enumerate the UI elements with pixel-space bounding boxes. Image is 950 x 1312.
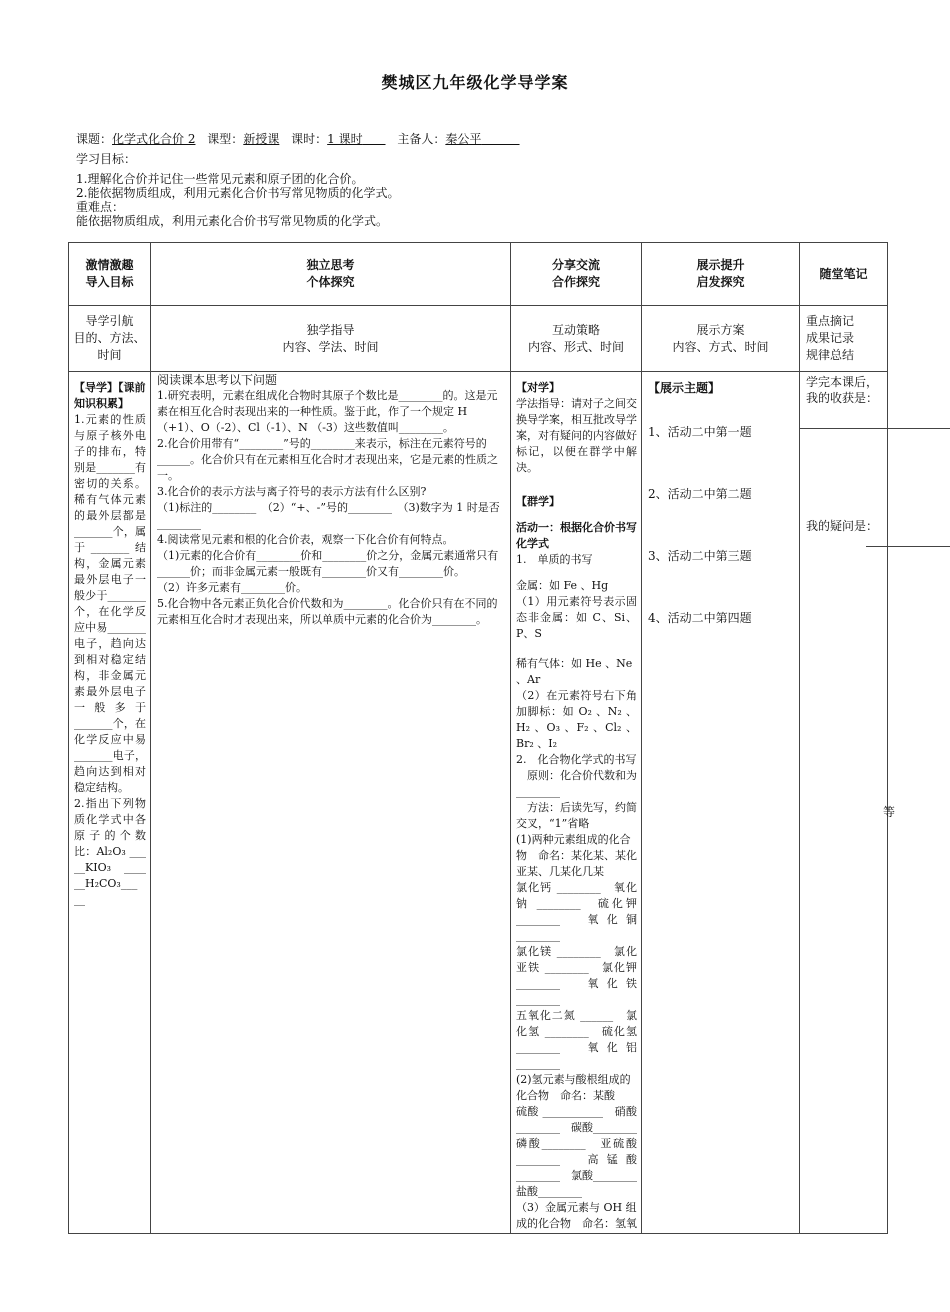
section-title: 2. 化合物化学式的书写 (516, 753, 637, 766)
subsection: （3）金属元素与 OH 组成的化合物 命名：氢氧 (516, 1201, 637, 1230)
note-line (866, 546, 950, 547)
exercise-list: 五氧化二氮 ______ 氯化氢 ________ 硫化氢 ________ 氧化铝 ________ (516, 1009, 637, 1070)
question: 2.化合价用带有“________”号的________来表示，标注在元素符号的______。化合价只有在元素相互化合时才表现出来，它是元素的性质之一。 (157, 437, 498, 482)
self-study-intro: 阅读课本思考以下问题 (157, 373, 278, 387)
nonmetal-example: （1）用元素符号表示固态非金属：如 C、Si、P、S (516, 595, 637, 640)
objectives-heading: 学习目标： (76, 152, 137, 166)
presentation-item: 4、活动二中第四题 (648, 611, 752, 625)
type-label: 课型： (207, 132, 244, 146)
presentation-item: 1、活动二中第一题 (648, 425, 752, 439)
header-cell: 激情激趣 导入目标 (69, 243, 151, 306)
exercise-list: 氯化钙 ________ 氧化钠 ________ 硫化钾 ________ 氧化铜 ________ (516, 881, 637, 942)
margin-char: 等 (883, 805, 896, 819)
subsection: (1)两种元素组成的化合物 命名：某化某、某化亚某、几某化几某 (516, 833, 637, 878)
pair-heading: 【对学】 (516, 381, 560, 394)
rule-text: 原则：化合价代数和为________ (516, 769, 637, 798)
presentation-item: 3、活动二中第三题 (648, 549, 752, 563)
question: 1.研究表明，元素在组成化合物时其原子个数比是________的。这是元素在相互化合时表现出来的一种性质。鉴于此，作了一个规定 H（+1）、O（-2）、Cl（-1）、N （-3）这些数值叫________。 (157, 389, 498, 434)
objective-item: 1.理解化合价并记住一些常见元素和原子团的化合价。 (76, 172, 364, 186)
type-value: 新授课 (243, 132, 280, 146)
author-value: 秦公平 (445, 132, 482, 146)
hours-label: 课时： (291, 132, 328, 146)
activity-title: 活动一：根据化合价书写化学式 (516, 521, 637, 550)
self-study-column (151, 372, 511, 1234)
header-cell: 分享交流 合作探究 (511, 243, 642, 306)
lesson-table (68, 242, 888, 1234)
presentation-heading: 【展示主题】 (648, 381, 721, 395)
content-row (69, 372, 888, 1234)
guide-heading: 【导学】【课前知识积累】 (74, 381, 146, 410)
subheader-row (69, 306, 888, 372)
guide-paragraph: 2.指出下列物质化学式中各原子的个数比：Al₂O₃ ___ __KIO₃ ____ __H₂CO₃___ __ (74, 797, 146, 906)
notes-gain: 学完本课后，我的收获是： (806, 375, 879, 405)
header-cell: 独立思考 个体探究 (151, 243, 511, 306)
question: 3.化合价的表示方法与离子符号的表示方法有什么区别? (157, 485, 427, 498)
notes-column (800, 372, 888, 1234)
question: 5.化合物中各元素正负化合价代数和为________。化合价只有在不同的元素相互化合时才表现出来，所以单质中元素的化合价为________。 (157, 597, 498, 626)
topic-value: 化学式化合价 2 (112, 132, 196, 146)
key-point: 能依据物质组成，利用元素化合价书写常见物质的化学式。 (76, 214, 389, 228)
question: （2）许多元素有________价。 (157, 581, 307, 594)
question: （1)标注的________ （2）“+、-”号的________ （3)数字为 1 时是否________ (157, 501, 500, 530)
subheader-cell: 重点摘记 成果记录 规律总结 (800, 306, 888, 372)
notes-question: 我的疑问是： (806, 519, 879, 533)
presentation-column (642, 372, 800, 1234)
subheader-cell: 独学指导 内容、学法、时间 (151, 306, 511, 372)
subheader-cell: 互动策略 内容、形式、时间 (511, 306, 642, 372)
subscript-example: （2）在元素符号右下角加脚标：如 O₂ 、N₂ 、H₂ 、O₃ 、F₂ 、Cl₂ 、Br₂ 、I₂ (516, 689, 637, 750)
subheader-cell: 导学引航 目的、方法、 时间 (69, 306, 151, 372)
subsection: (2)氢元素与酸根组成的化合物 命名：某酸 (516, 1073, 631, 1102)
presentation-item: 2、活动二中第二题 (648, 487, 752, 501)
objectives (76, 152, 896, 228)
header-cell: 展示提升 启发探究 (642, 243, 800, 306)
note-line (800, 428, 950, 429)
author-label: 主备人： (397, 132, 446, 146)
cooperation-column (511, 372, 648, 1234)
rule-text: 方法：后读先写，约简交叉，“1”省略 (516, 801, 637, 830)
hours-value: 1 课时 (327, 132, 363, 146)
lesson-meta (76, 130, 520, 147)
section-title: 1. 单质的书写 (516, 553, 593, 566)
header-row (69, 243, 888, 306)
topic-label: 课题： (76, 132, 113, 146)
guide-paragraph: 1.元素的性质与原子核外电子的排布，特别是_______有密切的关系。稀有气体元素的最外层都是_______个，属于_______结构，金属元素最外层电子一般少于_______个，在化学反应中易_______电子，趋向达到相对稳定结构，非金属元素最外层电子一般多于_______个，在化学反应中易_______电子，趋向达到相对稳定结构。 (74, 413, 146, 794)
exercise-list: 硫酸 ___________ 硝酸 ________ 碳酸________ 磷酸________ 亚硫酸________ 高锰酸 ________ 氯酸________ 盐酸________ (516, 1105, 648, 1198)
gas-example: 稀有气体：如 He 、Ne 、Ar (516, 657, 633, 686)
page-title: 樊城区九年级化学导学案 (381, 73, 569, 92)
pair-guide: 学法指导：请对子之间交换导学案，相互批改导学案，对有疑问的内容做好标记，以便在群学中解决。 (516, 397, 637, 474)
objective-item: 2.能依据物质组成，利用元素化合价书写常见物质的化学式。 (76, 186, 400, 200)
subheader-cell: 展示方案 内容、方式、时间 (642, 306, 800, 372)
key-heading: 重难点： (76, 200, 125, 214)
question: 4.阅读常见元素和根的化合价表，观察一下化合价有何特点。 (157, 533, 454, 546)
exercise-list: 氯化镁 ________ 氯化亚铁 ________ 氯化钾 ________ 氧化铁 ________ (516, 945, 637, 1006)
metal-example: 金属：如 Fe 、Hg (516, 579, 609, 592)
question: （1)元素的化合价有________价和________价之分，金属元素通常只有______价；而非金属元素一般既有________价又有________价。 (157, 549, 499, 578)
guide-column (69, 372, 151, 1234)
header-cell: 随堂笔记 (800, 243, 888, 306)
group-heading: 【群学】 (516, 495, 560, 508)
